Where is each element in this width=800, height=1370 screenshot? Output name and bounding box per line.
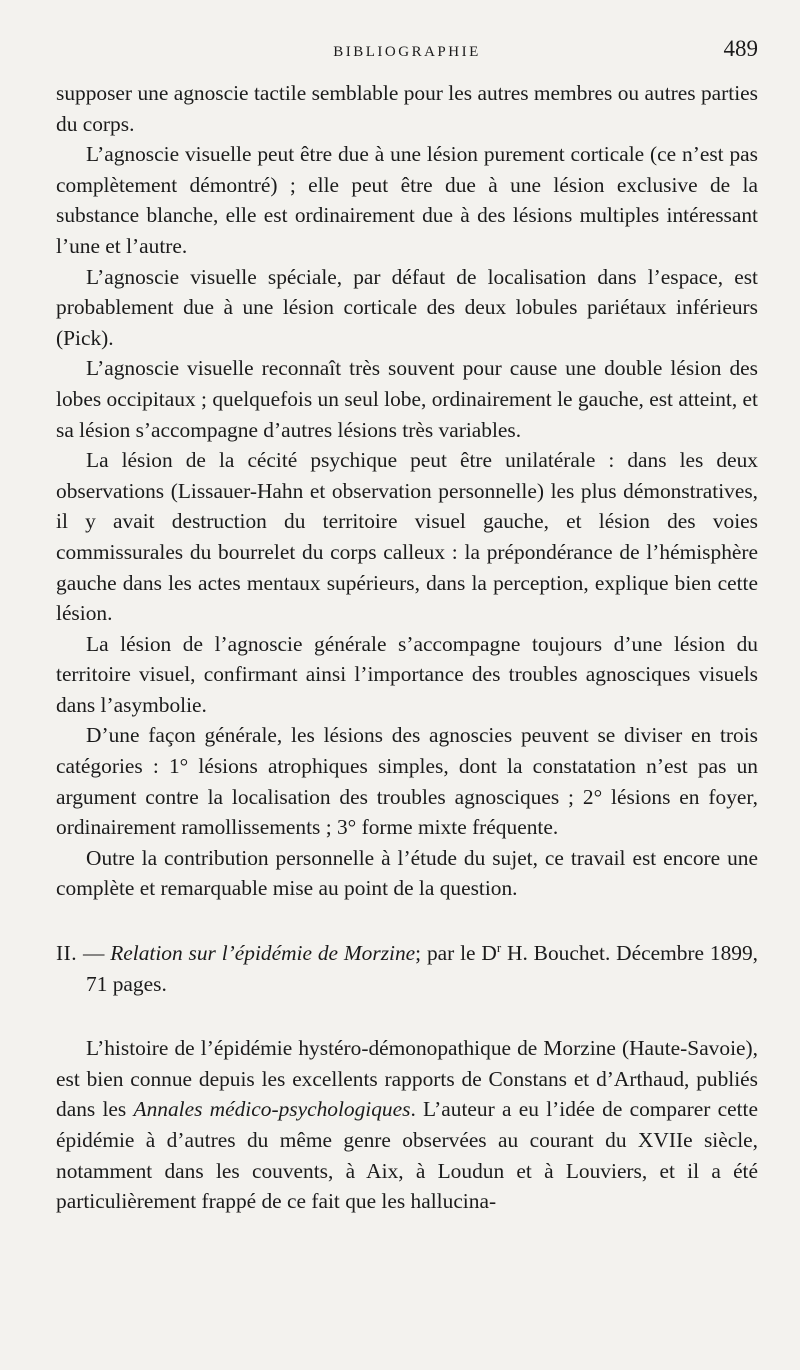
body-text	[56, 78, 758, 1217]
section-after-title: ; par le D	[415, 941, 497, 966]
journal-title: Annales médico-psychologiques	[133, 1097, 411, 1122]
paragraph-part: siècle, notamment dans les couvents, à Aix, à Loudun et à Louviers, et il a été particulièrement frappé de ce fait que les hallucina-	[56, 1128, 758, 1214]
section-dash: —	[77, 941, 111, 966]
section-title: Relation sur l’épidémie de Morzine	[110, 941, 416, 966]
paragraph: Outre la contribution personnelle à l’étude du sujet, ce travail est encore une complète et remarquable mise au point de la question.	[56, 845, 758, 901]
paragraph-part: L’histoire de l’épidémie hystéro-démonopathique de Morzine (Haute-Savoie), est bien connue depuis les excellents rapports de Constans et d’Arthaud, publiés dans les	[56, 1036, 758, 1122]
page-header	[56, 36, 758, 72]
section-number: II.	[56, 941, 78, 966]
paragraph: supposer une agnoscie tactile semblable pour les autres membres ou autres parties du corps.	[56, 81, 758, 136]
paragraph-part: . L’auteur a eu l’idée de comparer cette épidémie à d’autres du même genre observées au courant du	[56, 1097, 758, 1152]
paragraph: L’agnoscie visuelle spéciale, par défaut de localisation dans l’espace, est probablement due à une lésion corticale des deux lobules pariétaux inférieurs (Pick).	[56, 264, 758, 350]
section-author-date: H. Bouchet. Décembre 1899, 71 pages.	[86, 941, 759, 996]
section-heading	[56, 938, 758, 999]
paragraph: D’une façon générale, les lésions des agnoscies peuvent se diviser en trois catégories : 1° lésions atrophiques simples, dont la constatation n’est pas un argument contre la localisation des troubles agnosciques ; 2° lésions en foyer, ordinairement ramollissements ; 3° forme mixte fréquente.	[56, 723, 758, 840]
paragraph: L’agnoscie visuelle peut être due à une lésion purement corticale (ce n’est pas complètement démontré) ; elle peut être due à une lésion exclusive de la substance blanche, elle est ordinairement due à des lésions multiples intéressant l’une et l’autre.	[56, 142, 758, 258]
section-superscript: r	[496, 939, 502, 955]
paragraph: L’agnoscie visuelle reconnaît très souvent pour cause une double lésion des lobes occipitaux ; quelquefois un seul lobe, ordinairement le gauche, est atteint, et sa lésion s’accompagne d’autres lésions très variables.	[56, 356, 758, 442]
page-number: 489	[723, 36, 758, 61]
running-title: BIBLIOGRAPHIE	[333, 44, 481, 60]
paragraph: La lésion de la cécité psychique peut être unilatérale : dans les deux observations (Lissauer-Hahn et observation personnelle) les plus démonstratives, il y avait destruction du territoire visuel gauche, et lésion des voies commissurales du bourrelet du corps calleux : la prépondérance de l’hémisphère gauche dans les actes mentaux supérieurs, dans la perception, explique bien cette lésion.	[56, 448, 758, 626]
century-numeral: XVIIe	[637, 1128, 693, 1152]
paragraph	[56, 1033, 758, 1217]
paragraph: La lésion de l’agnoscie générale s’accompagne toujours d’une lésion du territoire visuel, confirmant ainsi l’importance des troubles agnosciques visuels dans l’asymbolie.	[56, 631, 758, 717]
